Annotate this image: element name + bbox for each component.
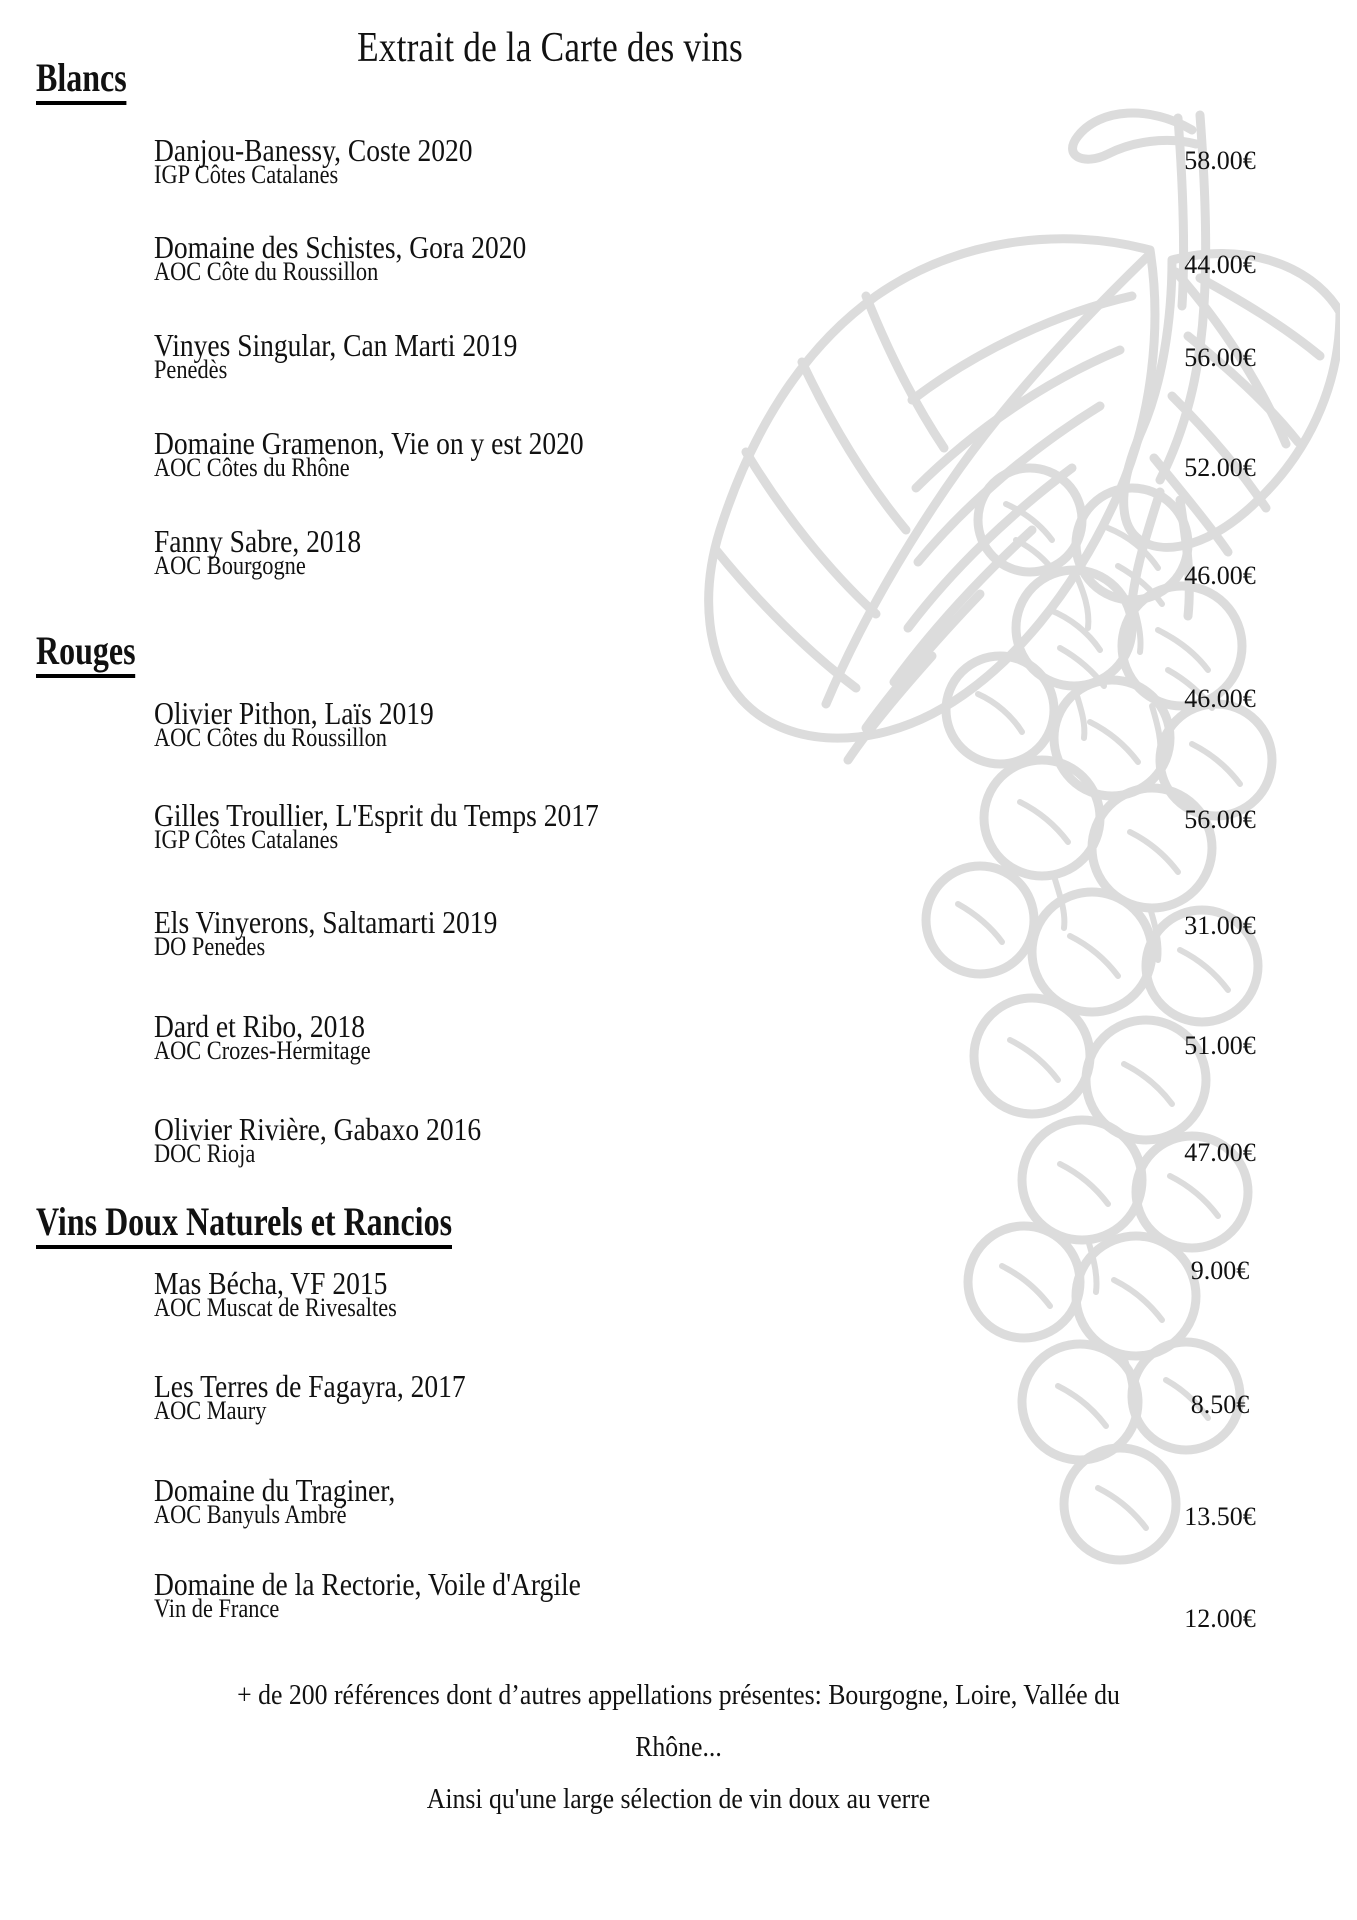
wine-name: Domaine de la Rectorie, Voile d'Argile — [154, 1566, 581, 1602]
section-title-blancs: Blancs — [36, 58, 127, 105]
wine-price: 58.00€ — [1184, 146, 1256, 175]
wine-name: Les Terres de Fagayra, 2017 — [154, 1368, 466, 1404]
wine-price: 56.00€ — [1184, 805, 1256, 834]
wine-price: 47.00€ — [1184, 1138, 1256, 1167]
wine-appellation: AOC Crozes-Hermitage — [154, 1036, 371, 1065]
wine-appellation: IGP Côtes Catalanes — [154, 825, 339, 854]
wine-appellation: AOC Muscat de Rivesaltes — [154, 1293, 397, 1322]
wine-appellation: AOC Banyuls Ambré — [154, 1500, 347, 1529]
wine-name: Danjou-Banessy, Coste 2020 — [154, 132, 473, 168]
wine-name: Mas Bécha, VF 2015 — [154, 1265, 388, 1301]
wine-price: 56.00€ — [1184, 343, 1256, 372]
wine-price: 44.00€ — [1184, 250, 1256, 279]
wine-name: Olivier Pithon, Laïs 2019 — [154, 695, 434, 731]
wine-appellation: AOC Côte du Roussillon — [154, 257, 379, 286]
wine-name: Gilles Troullier, L'Esprit du Temps 2017 — [154, 797, 599, 833]
wine-name: Olivier Rivière, Gabaxo 2016 — [154, 1111, 482, 1147]
wine-appellation: Vin de France — [154, 1594, 280, 1623]
wine-name: Domaine des Schistes, Gora 2020 — [154, 229, 527, 265]
wine-appellation: IGP Côtes Catalanes — [154, 160, 339, 189]
wine-price: 13.50€ — [1184, 1502, 1256, 1531]
wine-appellation: AOC Côtes du Roussillon — [154, 723, 387, 752]
wine-name: Domaine Gramenon, Vie on y est 2020 — [154, 425, 584, 461]
wine-name: Fanny Sabre, 2018 — [154, 523, 362, 559]
section-title-vins-doux: Vins Doux Naturels et Rancios — [36, 1202, 452, 1249]
wine-appellation: AOC Bourgogne — [154, 551, 306, 580]
wine-price: 31.00€ — [1184, 911, 1256, 940]
section-title-rouges: Rouges — [36, 631, 136, 678]
page-title: Extrait de la Carte des vins — [357, 25, 743, 71]
wine-name: Vinyes Singular, Can Marti 2019 — [154, 327, 518, 363]
wine-price: 12.00€ — [1184, 1604, 1256, 1633]
wine-name: Els Vinyerons, Saltamarti 2019 — [154, 904, 498, 940]
wine-price: 52.00€ — [1184, 453, 1256, 482]
footer-line: Ainsi qu'une large sélection de vin doux au verre — [426, 1784, 931, 1815]
wine-price: 46.00€ — [1184, 684, 1256, 713]
wine-appellation: Penedès — [154, 355, 228, 384]
wine-appellation: AOC Maury — [154, 1396, 267, 1425]
wine-appellation: DO Penedes — [154, 932, 266, 961]
wine-appellation: DOC Rioja — [154, 1139, 256, 1168]
wine-price: 8.50€ — [1190, 1390, 1250, 1419]
wine-name: Dard et Ribo, 2018 — [154, 1008, 365, 1044]
wine-appellation: AOC Côtes du Rhône — [154, 453, 350, 482]
footer-line: Rhône... — [635, 1732, 722, 1763]
wine-price: 9.00€ — [1190, 1256, 1250, 1285]
wine-name: Domaine du Traginer, — [154, 1472, 396, 1508]
wine-price: 46.00€ — [1184, 561, 1256, 590]
wine-price: 51.00€ — [1184, 1031, 1256, 1060]
footer-line: + de 200 références dont d’autres appellations présentes: Bourgogne, Loire, Vallée du — [237, 1680, 1120, 1711]
